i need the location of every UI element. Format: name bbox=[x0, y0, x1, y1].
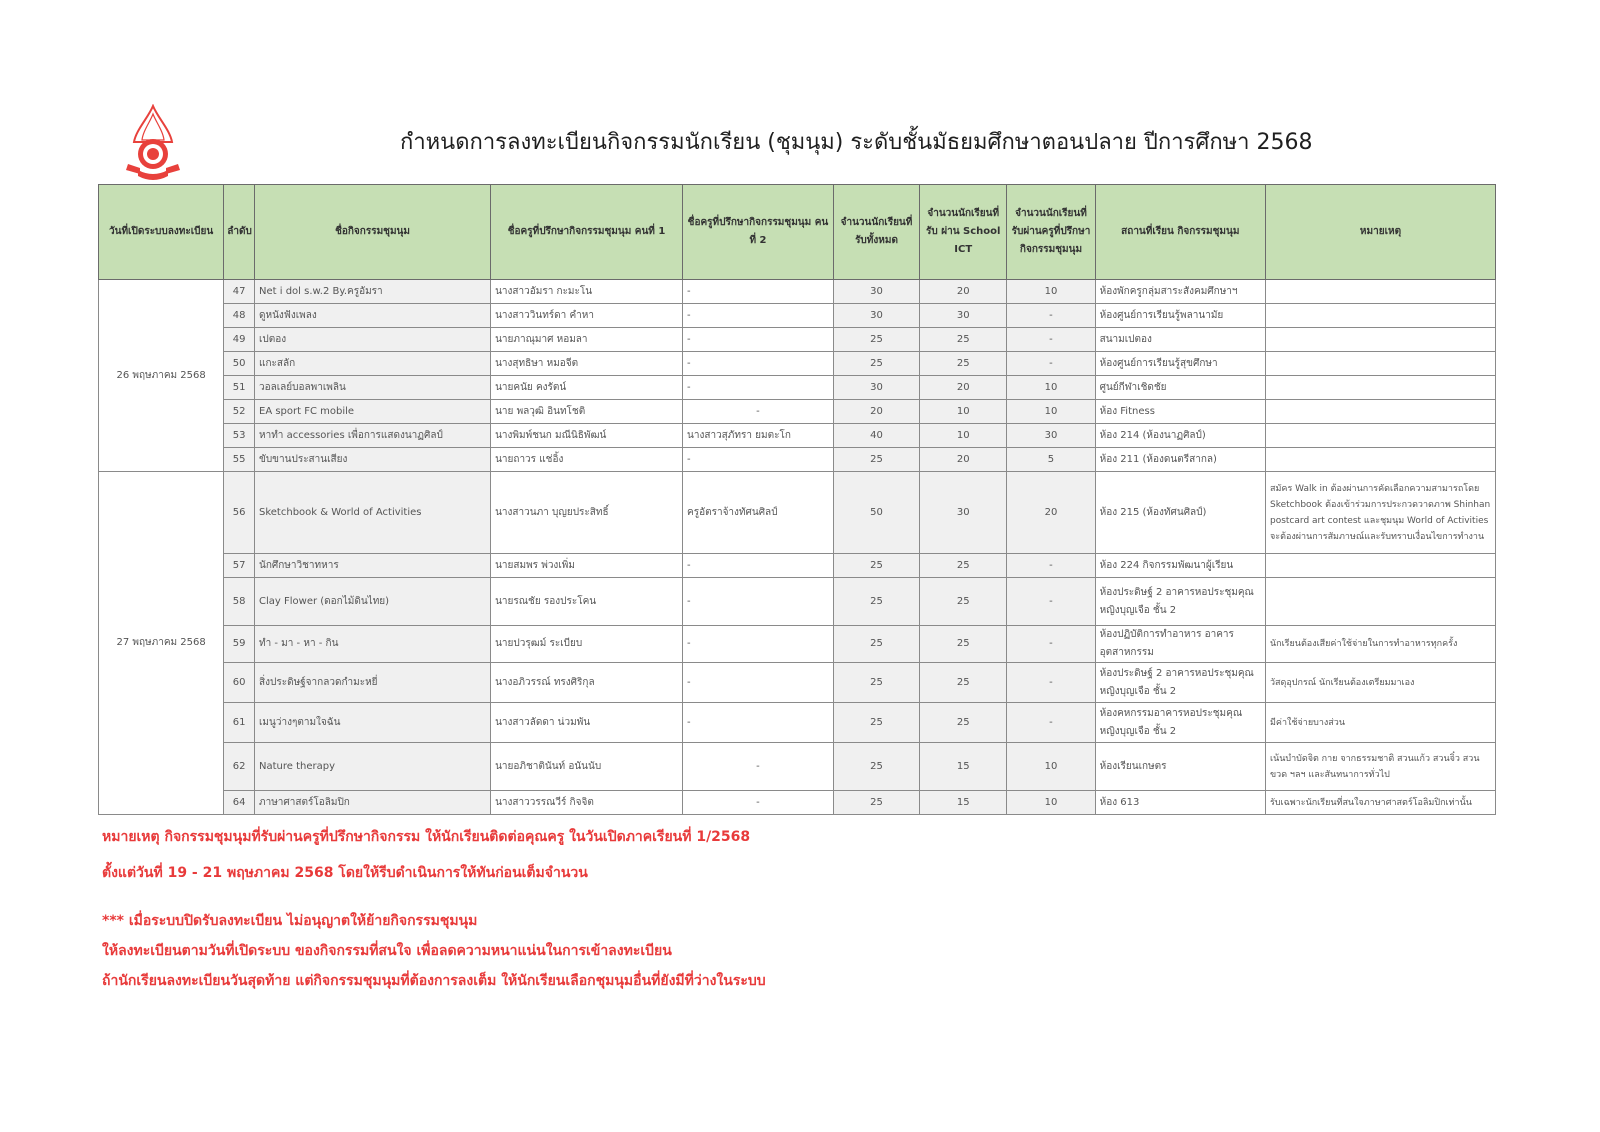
club-cell: Nature therapy bbox=[255, 743, 491, 791]
remark-cell: วัสดุอุปกรณ์ นักเรียนต้องเตรียมมาเอง bbox=[1266, 663, 1496, 703]
teacher1-cell: นายรณชัย รองประโคน bbox=[491, 578, 683, 626]
table-row bbox=[99, 791, 1496, 815]
club-cell: Sketchbook & World of Activities bbox=[255, 472, 491, 554]
table-row bbox=[99, 743, 1496, 791]
teacher2-cell: - bbox=[683, 280, 834, 304]
order-cell: 56 bbox=[224, 472, 255, 554]
total-cell: 30 bbox=[833, 280, 919, 304]
order-cell: 52 bbox=[224, 400, 255, 424]
place-cell: ห้องศูนย์การเรียนรู้สุขศึกษา bbox=[1095, 352, 1265, 376]
teacher1-cell: นางสุทธิษา หมอจีต bbox=[491, 352, 683, 376]
header-remark: หมายเหตุ bbox=[1266, 185, 1496, 280]
advisor-cell: 5 bbox=[1007, 448, 1095, 472]
total-cell: 25 bbox=[833, 703, 919, 743]
header-place: สถานที่เรียน กิจกรรมชุมนุม bbox=[1095, 185, 1265, 280]
club-cell: Net i dol s.w.2 By.ครูอัมรา bbox=[255, 280, 491, 304]
total-cell: 25 bbox=[833, 448, 919, 472]
place-cell: ห้อง 214 (ห้องนาฏศิลป์) bbox=[1095, 424, 1265, 448]
ict-cell: 20 bbox=[920, 376, 1007, 400]
club-cell: เมนูว่างๆตามใจฉัน bbox=[255, 703, 491, 743]
table-row bbox=[99, 400, 1496, 424]
teacher2-cell: - bbox=[683, 703, 834, 743]
advisor-cell: 10 bbox=[1007, 376, 1095, 400]
teacher2-cell: - bbox=[683, 791, 834, 815]
club-cell: สิ่งประดิษฐ์จากลวดกำมะหยี่ bbox=[255, 663, 491, 703]
place-cell: ห้องประดิษฐ์ 2 อาคารหอประชุมคุณหญิงบุญเจือ ชั้น 2 bbox=[1095, 578, 1265, 626]
table-row bbox=[99, 304, 1496, 328]
ict-cell: 25 bbox=[920, 328, 1007, 352]
order-cell: 61 bbox=[224, 703, 255, 743]
teacher2-cell: ครูอัตราจ้างทัศนศิลป์ bbox=[683, 472, 834, 554]
total-cell: 25 bbox=[833, 791, 919, 815]
header-date: วันที่เปิดระบบลงทะเบียน bbox=[99, 185, 224, 280]
teacher1-cell: นางสาววรรณวีร์ กิจจิต bbox=[491, 791, 683, 815]
club-cell: เปตอง bbox=[255, 328, 491, 352]
teacher2-cell: - bbox=[683, 328, 834, 352]
table-header-row bbox=[99, 185, 1496, 280]
ict-cell: 20 bbox=[920, 280, 1007, 304]
order-cell: 58 bbox=[224, 578, 255, 626]
table-row bbox=[99, 280, 1496, 304]
order-cell: 64 bbox=[224, 791, 255, 815]
teacher2-cell: - bbox=[683, 578, 834, 626]
club-cell: ทำ - มา - หา - กิน bbox=[255, 626, 491, 663]
advisor-cell: 10 bbox=[1007, 280, 1095, 304]
club-cell: ขับขานประสานเสียง bbox=[255, 448, 491, 472]
total-cell: 25 bbox=[833, 554, 919, 578]
header-total: จำนวนนักเรียนที่รับทั้งหมด bbox=[833, 185, 919, 280]
advisor-cell: 20 bbox=[1007, 472, 1095, 554]
remark-cell bbox=[1266, 448, 1496, 472]
advisor-cell: - bbox=[1007, 578, 1095, 626]
total-cell: 30 bbox=[833, 304, 919, 328]
registration-table bbox=[98, 184, 1496, 815]
advisor-cell: - bbox=[1007, 626, 1095, 663]
advisor-cell: - bbox=[1007, 554, 1095, 578]
place-cell: ห้องเรียนเกษตร bbox=[1095, 743, 1265, 791]
remark-cell: เน้นบำบัดจิต กาย จากธรรมชาติ สวนแก้ว สวนจิ๋ว สวนขวด ฯลฯ และสันทนาการทั่วไป bbox=[1266, 743, 1496, 791]
ict-cell: 25 bbox=[920, 578, 1007, 626]
ict-cell: 20 bbox=[920, 448, 1007, 472]
total-cell: 30 bbox=[833, 376, 919, 400]
date-cell: 27 พฤษภาคม 2568 bbox=[99, 472, 224, 815]
place-cell: ห้องประดิษฐ์ 2 อาคารหอประชุมคุณหญิงบุญเจือ ชั้น 2 bbox=[1095, 663, 1265, 703]
place-cell: ห้อง Fitness bbox=[1095, 400, 1265, 424]
school-logo bbox=[122, 104, 184, 184]
teacher2-cell: - bbox=[683, 448, 834, 472]
order-cell: 59 bbox=[224, 626, 255, 663]
header-teacher1: ชื่อครูที่ปรึกษากิจกรรมชุมนุม คนที่ 1 bbox=[491, 185, 683, 280]
order-cell: 49 bbox=[224, 328, 255, 352]
place-cell: ห้องศูนย์การเรียนรู้พลานามัย bbox=[1095, 304, 1265, 328]
club-cell: Clay Flower (ดอกไม้ดินไทย) bbox=[255, 578, 491, 626]
place-cell: ห้องปฏิบัติการทำอาหาร อาคารอุตสาหกรรม bbox=[1095, 626, 1265, 663]
advisor-cell: - bbox=[1007, 304, 1095, 328]
place-cell: ห้อง 224 กิจกรรมพัฒนาผู้เรียน bbox=[1095, 554, 1265, 578]
remark-cell bbox=[1266, 376, 1496, 400]
ict-cell: 15 bbox=[920, 791, 1007, 815]
advisor-cell: 30 bbox=[1007, 424, 1095, 448]
total-cell: 20 bbox=[833, 400, 919, 424]
club-cell: ดูหนังฟังเพลง bbox=[255, 304, 491, 328]
club-cell: แกะสลัก bbox=[255, 352, 491, 376]
note-line: หมายเหตุ กิจกรรมชุมนุมที่รับผ่านครูที่ปรึกษากิจกรรม ให้นักเรียนติดต่อคุณครู ในวันเปิดภาคเรียนที่ 1/2568 bbox=[102, 829, 751, 845]
ict-cell: 25 bbox=[920, 663, 1007, 703]
remark-cell: นักเรียนต้องเสียค่าใช้จ่ายในการทำอาหารทุกครั้ง bbox=[1266, 626, 1496, 663]
ict-cell: 15 bbox=[920, 743, 1007, 791]
advisor-cell: - bbox=[1007, 328, 1095, 352]
date-cell: 26 พฤษภาคม 2568 bbox=[99, 280, 224, 472]
teacher2-cell: - bbox=[683, 554, 834, 578]
advisor-cell: - bbox=[1007, 663, 1095, 703]
place-cell: สนามเปตอง bbox=[1095, 328, 1265, 352]
teacher2-cell: - bbox=[683, 352, 834, 376]
advisor-cell: 10 bbox=[1007, 791, 1095, 815]
club-cell: EA sport FC mobile bbox=[255, 400, 491, 424]
table-row bbox=[99, 424, 1496, 448]
note-line: *** เมื่อระบบปิดรับลงทะเบียน ไม่อนุญาตให้ย้ายกิจกรรมชุมนุม bbox=[102, 913, 478, 929]
ict-cell: 25 bbox=[920, 703, 1007, 743]
table-row bbox=[99, 376, 1496, 400]
place-cell: ศูนย์กีฬาเชิดชัย bbox=[1095, 376, 1265, 400]
advisor-cell: - bbox=[1007, 703, 1095, 743]
teacher2-cell: - bbox=[683, 743, 834, 791]
total-cell: 25 bbox=[833, 626, 919, 663]
order-cell: 57 bbox=[224, 554, 255, 578]
place-cell: ห้องคหกรรมอาคารหอประชุมคุณหญิงบุญเจือ ชั้น 2 bbox=[1095, 703, 1265, 743]
remark-cell: มีค่าใช้จ่ายบางส่วน bbox=[1266, 703, 1496, 743]
teacher1-cell: นางสาวลัดดา น่วมพัน bbox=[491, 703, 683, 743]
table-row bbox=[99, 578, 1496, 626]
remark-cell bbox=[1266, 352, 1496, 376]
ict-cell: 30 bbox=[920, 304, 1007, 328]
total-cell: 40 bbox=[833, 424, 919, 448]
club-cell: วอลเลย์บอลพาเพลิน bbox=[255, 376, 491, 400]
header-teacher2: ชื่อครูที่ปรึกษากิจกรรมชุมนุม คนที่ 2 bbox=[683, 185, 834, 280]
ict-cell: 25 bbox=[920, 554, 1007, 578]
teacher2-cell: นางสาวสุภัทรา ยมตะโก bbox=[683, 424, 834, 448]
order-cell: 47 bbox=[224, 280, 255, 304]
place-cell: ห้องพักครูกลุ่มสาระสังคมศึกษาฯ bbox=[1095, 280, 1265, 304]
teacher2-cell: - bbox=[683, 376, 834, 400]
teacher1-cell: นายอภิชาตินันท์ อนันนับ bbox=[491, 743, 683, 791]
advisor-cell: - bbox=[1007, 352, 1095, 376]
remark-cell bbox=[1266, 554, 1496, 578]
page-title: กำหนดการลงทะเบียนกิจกรรมนักเรียน (ชุมนุม) ระดับชั้นมัธยมศึกษาตอนปลาย ปีการศึกษา 2568 bbox=[400, 130, 1313, 155]
remark-cell bbox=[1266, 578, 1496, 626]
header-ict: จำนวนนักเรียนที่รับ ผ่าน School ICT bbox=[920, 185, 1007, 280]
place-cell: ห้อง 211 (ห้องดนตรีสากล) bbox=[1095, 448, 1265, 472]
club-cell: ภาษาศาสตร์โอลิมปิก bbox=[255, 791, 491, 815]
remark-cell bbox=[1266, 424, 1496, 448]
total-cell: 25 bbox=[833, 352, 919, 376]
remark-cell bbox=[1266, 328, 1496, 352]
total-cell: 25 bbox=[833, 663, 919, 703]
order-cell: 53 bbox=[224, 424, 255, 448]
remark-cell bbox=[1266, 280, 1496, 304]
table-row bbox=[99, 626, 1496, 663]
ict-cell: 30 bbox=[920, 472, 1007, 554]
place-cell: ห้อง 215 (ห้องทัศนศิลป์) bbox=[1095, 472, 1265, 554]
ict-cell: 25 bbox=[920, 352, 1007, 376]
table-row bbox=[99, 328, 1496, 352]
order-cell: 50 bbox=[224, 352, 255, 376]
teacher2-cell: - bbox=[683, 304, 834, 328]
order-cell: 51 bbox=[224, 376, 255, 400]
header-order: ลำดับ bbox=[224, 185, 255, 280]
teacher1-cell: นาย พลวุฒิ อินทโชติ bbox=[491, 400, 683, 424]
teacher1-cell: นายคนัย คงรัตน์ bbox=[491, 376, 683, 400]
table-row bbox=[99, 703, 1496, 743]
header-club: ชื่อกิจกรรมชุมนุม bbox=[255, 185, 491, 280]
advisor-cell: 10 bbox=[1007, 743, 1095, 791]
order-cell: 60 bbox=[224, 663, 255, 703]
club-cell: หาทำ accessories เพื่อการแสดงนาฏศิลป์ bbox=[255, 424, 491, 448]
table-row bbox=[99, 554, 1496, 578]
teacher1-cell: นายปวรุฒม์ ระเบียบ bbox=[491, 626, 683, 663]
advisor-cell: 10 bbox=[1007, 400, 1095, 424]
teacher1-cell: นางอภิวรรณ์ ทรงศิริกุล bbox=[491, 663, 683, 703]
remark-cell: สมัคร Walk in ต้องผ่านการคัดเลือกความสามารถโดย Sketchbook ต้องเข้าร่วมการประกวดวาดภาพ Shinhan postcard art contest และชุมนุม World of Activities จะต้องผ่านการสัมภาษณ์และรับทราบเงื่อนไขการทำงาน bbox=[1266, 472, 1496, 554]
table-row bbox=[99, 663, 1496, 703]
table-row bbox=[99, 352, 1496, 376]
order-cell: 62 bbox=[224, 743, 255, 791]
total-cell: 25 bbox=[833, 743, 919, 791]
teacher1-cell: นายสมพร พ่วงเพิ่ม bbox=[491, 554, 683, 578]
remark-cell bbox=[1266, 304, 1496, 328]
order-cell: 48 bbox=[224, 304, 255, 328]
total-cell: 50 bbox=[833, 472, 919, 554]
note-line: ตั้งแต่วันที่ 19 - 21 พฤษภาคม 2568 โดยให้รีบดำเนินการให้ทันก่อนเต็มจำนวน bbox=[102, 865, 588, 881]
teacher1-cell: นางสาวนภา บุญยประสิทธิ์ bbox=[491, 472, 683, 554]
note-line: ถ้านักเรียนลงทะเบียนวันสุดท้าย แต่กิจกรรมชุมนุมที่ต้องการลงเต็ม ให้นักเรียนเลือกชุมนุมอื่นที่ยังมีที่ว่างในระบบ bbox=[102, 973, 766, 989]
remark-cell bbox=[1266, 400, 1496, 424]
table-row bbox=[99, 448, 1496, 472]
teacher1-cell: นายภาณุมาศ หอมลา bbox=[491, 328, 683, 352]
teacher1-cell: นางสาววินทร์ดา คำหา bbox=[491, 304, 683, 328]
teacher2-cell: - bbox=[683, 663, 834, 703]
note-line: ให้ลงทะเบียนตามวันที่เปิดระบบ ของกิจกรรมที่สนใจ เพื่อลดความหนาแน่นในการเข้าลงทะเบียน bbox=[102, 943, 672, 959]
ict-cell: 10 bbox=[920, 424, 1007, 448]
teacher2-cell: - bbox=[683, 400, 834, 424]
total-cell: 25 bbox=[833, 328, 919, 352]
header-advisor: จำนวนนักเรียนที่รับผ่านครูที่ปรึกษากิจกรรมชุมนุม bbox=[1007, 185, 1095, 280]
club-cell: นักศึกษาวิชาทหาร bbox=[255, 554, 491, 578]
place-cell: ห้อง 613 bbox=[1095, 791, 1265, 815]
total-cell: 25 bbox=[833, 578, 919, 626]
remark-cell: รับเฉพาะนักเรียนที่สนใจภาษาศาสตร์โอลิมปิกเท่านั้น bbox=[1266, 791, 1496, 815]
ict-cell: 10 bbox=[920, 400, 1007, 424]
teacher1-cell: นางพิมพ์ชนก มณีนิธิพัฒน์ bbox=[491, 424, 683, 448]
ict-cell: 25 bbox=[920, 626, 1007, 663]
teacher1-cell: นางสาวอัมรา กะมะโน bbox=[491, 280, 683, 304]
table-row bbox=[99, 472, 1496, 554]
teacher2-cell: - bbox=[683, 626, 834, 663]
teacher1-cell: นายถาวร แช่อิ้ง bbox=[491, 448, 683, 472]
order-cell: 55 bbox=[224, 448, 255, 472]
